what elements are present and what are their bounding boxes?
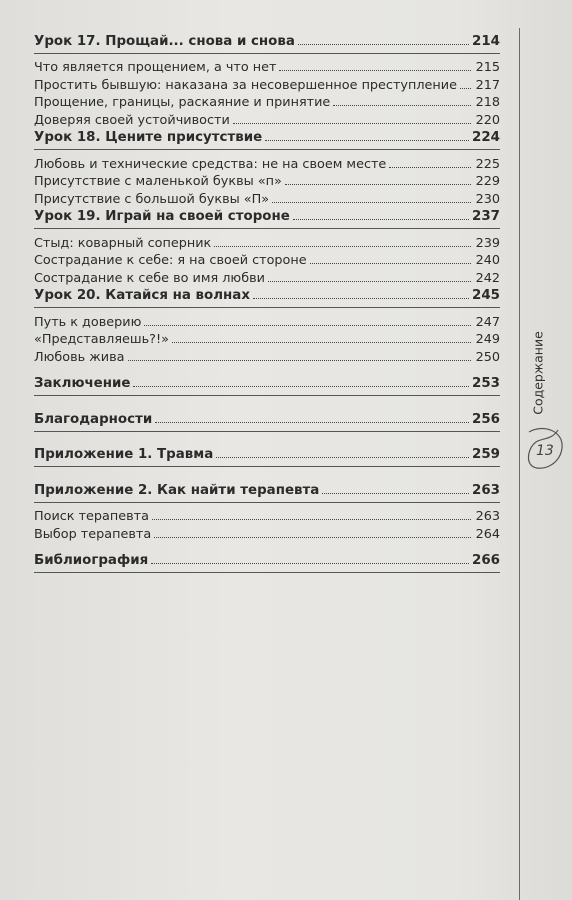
- rule: [34, 395, 500, 396]
- spacer: [34, 436, 500, 445]
- toc-page: 253: [472, 376, 500, 391]
- toc-item: [34, 58, 500, 76]
- dot-leader: [216, 457, 469, 458]
- dot-leader: [298, 44, 469, 45]
- toc-title: Присутствие с большой буквы «П»: [34, 191, 270, 207]
- dot-leader: [214, 246, 471, 247]
- margin-rule: [519, 28, 520, 900]
- dot-leader: [154, 537, 471, 538]
- toc-page: 224: [472, 130, 500, 145]
- dot-leader: [133, 386, 469, 387]
- rule: [34, 53, 500, 54]
- table-of-contents: [34, 31, 500, 577]
- toc-lesson-19: [34, 207, 500, 225]
- dot-leader: [172, 342, 471, 343]
- running-header: [529, 318, 547, 428]
- rule: [34, 466, 500, 467]
- toc-title: Прощение, границы, раскаяние и принятие: [34, 95, 331, 110]
- dot-leader: [268, 281, 471, 282]
- toc-title: Сострадание к себе: я на своей стороне: [34, 253, 307, 268]
- toc-page: 264: [475, 526, 500, 542]
- toc-page: 230: [475, 191, 500, 207]
- toc-page: 240: [475, 253, 500, 268]
- toc-title: Любовь и технические средства: не на своем месте: [34, 156, 387, 172]
- toc-item: [34, 507, 500, 525]
- spacer: [34, 471, 500, 480]
- toc-conclusion: [34, 374, 500, 392]
- toc-title: Что является прощением, а что нет: [34, 60, 277, 75]
- toc-lesson-17: [34, 31, 500, 49]
- toc-page: 266: [472, 553, 500, 568]
- toc-page: 242: [475, 270, 500, 286]
- toc-title: Стыд: коварный соперник: [34, 235, 212, 251]
- dot-leader: [333, 105, 471, 106]
- toc-title: Благодарности: [34, 411, 153, 427]
- toc-title: Урок 17. Прощай... снова и снова: [34, 33, 295, 49]
- rule: [34, 502, 500, 503]
- running-header-text: Содержание: [530, 331, 546, 415]
- toc-item: [34, 233, 500, 251]
- toc-title: Урок 20. Катайся на волнах: [34, 288, 250, 303]
- dot-leader: [152, 519, 471, 520]
- spacer: [34, 542, 500, 551]
- toc-item: [34, 312, 500, 330]
- toc-page: 263: [475, 509, 500, 524]
- toc-title: Библиография: [34, 553, 149, 568]
- toc-page: 215: [475, 60, 500, 75]
- toc-acknowledgements: [34, 409, 500, 427]
- toc-page: 220: [475, 112, 500, 128]
- toc-title: Урок 19. Играй на своей стороне: [34, 209, 290, 224]
- toc-page: 239: [475, 235, 500, 251]
- spacer: [34, 365, 500, 374]
- toc-appendix-1: [34, 445, 500, 463]
- dot-leader: [233, 123, 471, 124]
- toc-title: Урок 18. Цените присутствие: [34, 130, 263, 145]
- dot-leader: [389, 167, 471, 168]
- toc-page: 214: [472, 33, 500, 49]
- dot-leader: [285, 184, 471, 185]
- toc-title: Путь к доверию: [34, 314, 142, 330]
- toc-page: 263: [472, 482, 500, 498]
- toc-title: Приложение 1. Травма: [34, 447, 214, 462]
- toc-page: 249: [475, 332, 500, 347]
- rule: [34, 431, 500, 432]
- rule: [34, 149, 500, 150]
- toc-item: [34, 154, 500, 172]
- dot-leader: [155, 422, 469, 423]
- toc-title: Любовь жива: [34, 349, 125, 365]
- dot-leader: [460, 88, 471, 89]
- toc-page: 245: [472, 288, 500, 303]
- toc-title: Поиск терапевта: [34, 509, 149, 524]
- toc-title: «Представляешь?!»: [34, 332, 169, 347]
- spacer: [34, 400, 500, 409]
- toc-page: 218: [475, 95, 500, 110]
- toc-page: 247: [475, 314, 500, 330]
- toc-item: [34, 189, 500, 207]
- toc-item: [34, 172, 500, 190]
- dot-leader: [272, 202, 471, 203]
- toc-title: Приложение 2. Как найти терапевта: [34, 482, 320, 498]
- dot-leader: [310, 263, 471, 264]
- toc-item: [34, 524, 500, 542]
- toc-item: [34, 347, 500, 365]
- toc-bibliography: [34, 551, 500, 569]
- toc-lesson-18: [34, 128, 500, 146]
- toc-item: [34, 330, 500, 348]
- dot-leader: [151, 563, 469, 564]
- rule: [34, 228, 500, 229]
- toc-page: 229: [475, 174, 500, 189]
- dot-leader: [128, 360, 472, 361]
- page-number: [522, 420, 572, 480]
- toc-page: 217: [475, 77, 500, 93]
- toc-title: Сострадание к себе во имя любви: [34, 270, 265, 286]
- toc-page: 237: [472, 209, 500, 224]
- toc-item: [34, 93, 500, 111]
- dot-leader: [279, 70, 471, 71]
- toc-item: [34, 110, 500, 128]
- toc-page: 259: [472, 447, 500, 462]
- dot-leader: [253, 298, 469, 299]
- dot-leader: [322, 493, 469, 494]
- dot-leader: [265, 140, 469, 141]
- toc-item: [34, 251, 500, 269]
- toc-page: 225: [475, 156, 500, 172]
- rule: [34, 307, 500, 308]
- toc-page: 256: [472, 411, 500, 427]
- page-number-text: 13: [536, 443, 554, 459]
- toc-item: [34, 268, 500, 286]
- toc-title: Присутствие с маленькой буквы «п»: [34, 174, 282, 189]
- rule: [34, 572, 500, 573]
- toc-page: 250: [475, 349, 500, 365]
- dot-leader: [293, 219, 469, 220]
- toc-title: Заключение: [34, 376, 131, 391]
- toc-title: Простить бывшую: наказана за несовершенное преступление: [34, 77, 457, 93]
- toc-appendix-2: [34, 480, 500, 498]
- toc-item: [34, 75, 500, 93]
- toc-lesson-20: [34, 286, 500, 304]
- toc-title: Выбор терапевта: [34, 526, 152, 542]
- dot-leader: [144, 325, 471, 326]
- toc-title: Доверяя своей устойчивости: [34, 112, 230, 128]
